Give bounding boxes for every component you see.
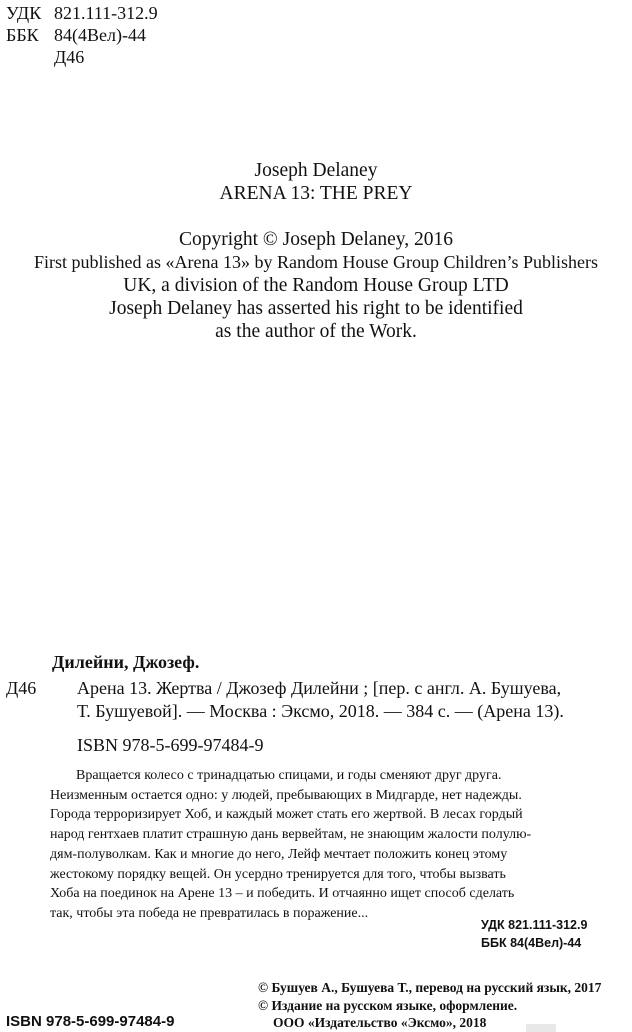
classification-udk bbox=[6, 2, 158, 25]
biblio-isbn: ISBN 978-5-699-97484-9 bbox=[77, 735, 264, 755]
udk-code: 821.111-312.9 bbox=[54, 3, 158, 23]
annotation-line: Хоба на поединок на Арене 13 – и победить. И отчаянно ищет способ сделать bbox=[50, 886, 515, 902]
bbk-code: 84(4Вел)-44 bbox=[54, 25, 146, 45]
copyright-line-3: UK, a division of the Random House Group LTD bbox=[123, 275, 509, 296]
annotation bbox=[50, 766, 628, 924]
copyright-line-4: Joseph Delaney has asserted his right to be identified bbox=[109, 298, 523, 319]
biblio-line-1: Арена 13. Жертва / Джозеф Дилейни ; [пер. с англ. А. Бушуева, bbox=[77, 678, 562, 698]
mark-code: Д46 bbox=[54, 47, 85, 67]
isbn-bottom: ISBN 978-5-699-97484-9 bbox=[6, 1013, 175, 1030]
annotation-line: так, чтобы эта победа не превратилась в поражение... bbox=[50, 905, 369, 921]
annotation-line: Города терроризирует Хоб, и каждый может стать его жертвой. В лесах гордый bbox=[50, 807, 523, 823]
classification-mark bbox=[54, 46, 84, 69]
annotation-line: народ гентхаев платит страшную дань вервейтам, не знающим жалости полулю- bbox=[50, 827, 532, 843]
biblio-line-2: Т. Бушуевой]. — Москва : Эксмо, 2018. — 384 с. — (Арена 13). bbox=[77, 701, 564, 721]
copyright-line-2: First published as «Arena 13» by Random House Group Children’s Publishers bbox=[34, 252, 598, 272]
copyright-line-1: Copyright © Joseph Delaney, 2016 bbox=[178, 229, 454, 250]
biblio-mark: Д46 bbox=[6, 678, 37, 698]
repeat-udk: УДК 821.111-312.9 bbox=[481, 918, 588, 932]
original-author: Joseph Delaney bbox=[254, 160, 378, 181]
barcode-fragment bbox=[526, 1024, 556, 1032]
original-title: ARENA 13: THE PREY bbox=[219, 183, 413, 204]
annotation-line: дям-полуволкам. Как и многие до него, Лейф мечтает положить конец этому bbox=[50, 846, 508, 862]
copyright-notice-publisher: ООО «Издательство «Эксмо», 2018 bbox=[273, 1015, 487, 1030]
copyright-notice-edition: © Издание на русском языке, оформление. bbox=[258, 998, 518, 1013]
biblio-author-heading: Дилейни, Джозеф. bbox=[52, 652, 200, 672]
annotation-line: жестокому порядку вещей. Он усердно тренируется для того, чтобы вызвать bbox=[50, 866, 506, 882]
copyright-notice-translation: © Бушуев А., Бушуева Т., перевод на русский язык, 2017 bbox=[258, 980, 602, 995]
repeat-bbk: ББК 84(4Вел)-44 bbox=[481, 936, 582, 950]
classification-bbk bbox=[6, 24, 146, 47]
copyright-line-5: as the author of the Work. bbox=[215, 321, 417, 342]
udk-label: УДК bbox=[6, 3, 42, 23]
bbk-label: ББК bbox=[6, 25, 39, 45]
annotation-line: Неизменным остается одно: у людей, пребывающих в Мидгарде, нет надежды. bbox=[50, 787, 522, 803]
annotation-line: Вращается колесо с тринадцатью спицами, и годы сменяют друг друга. bbox=[76, 768, 502, 783]
